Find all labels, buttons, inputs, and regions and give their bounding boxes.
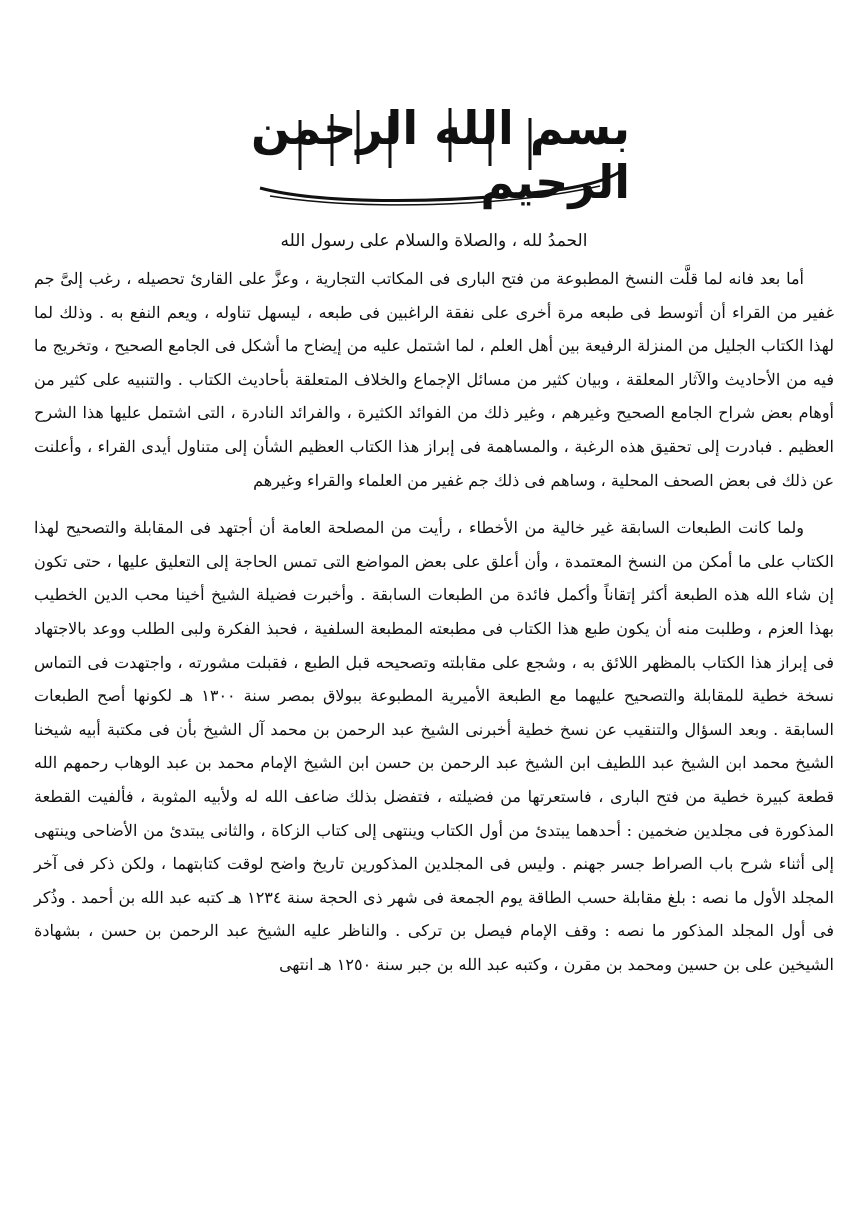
introduction-body [34,262,834,981]
opening-praise-heading: الحمدُ لله ، والصلاة والسلام على رسول الله [280,231,588,251]
basmala-text: بسم الله الرحمن الرحيم [251,101,630,209]
paragraph: ولما كانت الطبعات السابقة غير خالية من الأخطاء ، رأيت من المصلحة العامة أن أجتهد فى المقابلة والتصحيح لهذا الكتاب على ما أمكن من النسخ المعتمدة ، وأن أعلق على بعض المواضع التى تمس الحاجة إلى التعليق عليها ، حتى تكون إن شاء الله هذه الطبعة أكثر إتقاناً وأكمل فائدة من الطبعات السابقة . وأخبرت فضيلة الشيخ أخينا محب الدين الخطيب بهذا العزم ، وطلبت منه أن يكون طبع هذا الكتاب فى مطبعته المطبعة السلفية ، فحبذ الفكرة ولبى الطلب ووعد بالاجتهاد فى إبراز هذا الكتاب بالمظهر اللائق به ، وشجع على مقابلته وتصحيحه قبل الطبع ، فقبلت مشورته ، واجتهدت فى التماس نسخة خطية للمقابلة والتصحيح عليهما مع الطبعة الأميرية المطبوعة ببولاق بمصر سنة ١٣٠٠ هـ لكونها أصح الطبعات السابقة . وبعد السؤال والتنقيب عن نسخ خطية أخبرنى الشيخ عبد الرحمن بن محمد آل الشيخ بأن فى مكتبة أبيه شيخنا الشيخ محمد ابن الشيخ عبد اللطيف ابن الشيخ عبد الرحمن بن حسن ابن الشيخ الإمام محمد بن عبد الوهاب رحمهم الله قطعة كبيرة خطية من فتح البارى ، فاستعرتها من فضيلته ، فتفضل بذلك ضاعف الله له ولأبيه المثوبة ، فألفيت القطعة المذكورة فى مجلدين ضخمين : أحدهما يبتدئ من أول الكتاب وينتهى إلى كتاب الزكاة ، والثانى يبتدئ من الأضاحى وينتهى إلى أثناء شرح باب الصراط جسر جهنم . وليس فى المجلدين المذكورين تاريخ واضح لوقت كتابتهما ، ولكن ذكر فى آخر المجلد الأول ما نصه : بلغ مقابلة حسب الطاقة يوم الجمعة فى شهر ذى الحجة سنة ١٢٣٤ هـ كتبه عبد الله بن أحمد . وذُكر فى أول المجلد المذكور ما نصه : وقف الإمام فيصل بن تركى . والناظر عليه الشيخ عبد الرحمن بن حسن ، بشهادة الشيخين على بن حسين ومحمد بن مقرن ، وكتبه عبد الله بن جبر سنة ١٢٥٠ هـ انتهى [34,518,835,974]
basmala-calligraphy [240,100,630,210]
paragraph: أما بعد فانه لما قلَّت النسخ المطبوعة من فتح البارى فى المكاتب التجارية ، وعزَّ على القارئ تحصيله ، رغب إلىَّ جم غفير من القراء أن أتوسط فى طبعه مرة أخرى على نفقة الراغبين فى طبعه ، ليسهل تناوله ، ويعم النفع به . وذلك لما لهذا الكتاب الجليل من المنزلة الرفيعة بين أهل العلم ، لما اشتمل عليه من إيضاح ما أشكل فى الجامع الصحيح ، وتخريج ما فيه من الأحاديث والآثار المعلقة ، وبيان كثير من مسائل الإجماع والخلاف المتعلقة بأحاديث الكتاب . والتنبيه على كثير من أوهام بعض شراح الجامع الصحيح وغيرهم ، وغير ذلك من الفوائد الكثيرة ، والفرائد النادرة ، التى اشتمل عليها هذا الشرح العظيم . فبادرت إلى تحقيق هذه الرغبة ، والمساهمة فى إبراز هذا الكتاب العظيم الشأن إلى متناول أيدى القراء ، وأعلنت عن ذلك فى بعض الصحف المحلية ، وساهم فى ذلك جم غفير من العلماء والقراء وغيرهم [34,269,835,490]
